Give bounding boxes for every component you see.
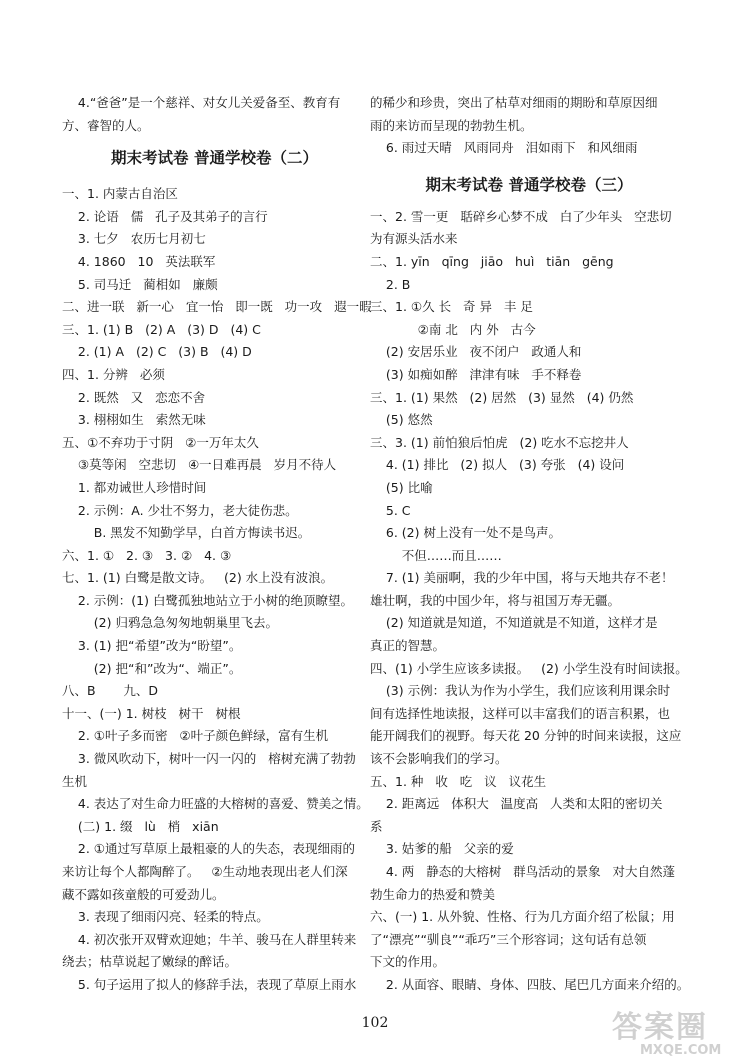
answer-line: 雄壮啊，我的中国少年，将与祖国万寿无疆。 <box>370 592 621 608</box>
page-number: 102 <box>361 1015 389 1031</box>
answer-line: 2. B <box>370 276 411 292</box>
answer-line: 三、1. (1) B (2) A (3) D (4) C <box>62 321 261 337</box>
answer-line: (2) 知道就是知道，不知道就是不知道，这样才是 <box>370 615 658 631</box>
answer-line: 二、进一联 新一心 宜一怡 即一既 功一攻 遐一暇 <box>62 299 372 315</box>
answer-line: 八、B 九、D <box>62 683 159 699</box>
answer-line: (3) 如痴如醉 津津有味 手不释卷 <box>370 366 582 382</box>
answer-line: 五、①不弃功于寸阴 ②一万年太久 <box>62 434 259 450</box>
answer-line: 来访让每个人都陶醉了。 ②生动地表现出老人们深 <box>62 864 348 879</box>
answer-line: 6. 雨过天晴 风雨同舟 泪如雨下 和风细雨 <box>370 140 638 156</box>
answer-line: (二) 1. 缀 lù 梢 xiān <box>62 818 219 834</box>
section-title: 期末考试卷 普通学校卷（三） <box>425 174 633 194</box>
answer-line: 2. 距离远 体积大 温度高 人类和太阳的密切关 <box>370 796 663 812</box>
answer-line: 四、(1) 小学生应该多读报。 (2) 小学生没有时间读报。 <box>370 660 688 676</box>
answer-line: 为有源头活水来 <box>370 231 458 247</box>
answer-line: 一、2. 雪一更 聒碎乡心梦不成 白了少年头 空悲切 <box>370 208 672 224</box>
answer-line: 勃生命力的热爱和赞美 <box>370 886 496 902</box>
watermark-text-bottom: MXQE.COM <box>640 1043 722 1058</box>
answer-line: 四、1. 分辨 必须 <box>62 366 165 382</box>
answer-line: 4. 初次张开双臂欢迎她；牛羊、骏马在人群里转来 <box>62 931 357 947</box>
answer-line: 藏不露如孩童般的可爱劲儿。 <box>62 886 225 902</box>
answer-line: 3. 七夕 农历七月初七 <box>62 231 206 247</box>
answer-line: 3. (1) 把“希望”改为“盼望”。 <box>62 638 242 654</box>
answer-line: 十一、(一) 1. 树枝 树干 树根 <box>62 705 241 721</box>
answer-line: 系 <box>370 818 383 834</box>
answer-line: 4. (1) 排比 (2) 拟人 (3) 夸张 (4) 设问 <box>370 457 625 473</box>
answer-line: 不但……而且…… <box>370 547 502 563</box>
answer-line: 真正的智慧。 <box>370 638 446 654</box>
answer-line: 5. C <box>370 502 411 518</box>
answer-line: 5. 句子运用了拟人的修辞手法，表现了草原上雨水 <box>62 976 357 992</box>
answer-line: 5. 司马迁 蔺相如 廉颇 <box>62 276 218 292</box>
answer-line: 7. (1) 美丽啊，我的少年中国，将与天地共存不老！ <box>370 570 674 586</box>
answer-line: 2. ①通过写草原上最粗豪的人的失态，表现细雨的 <box>62 841 356 857</box>
answer-line: 4. 两 静态的大榕树 群鸟活动的景象 对大自然蓬 <box>370 864 676 879</box>
watermark-text-top: 答案圈 <box>612 1010 708 1045</box>
answer-line: ③莫等闲 空悲切 ④一日难再晨 岁月不待人 <box>62 457 337 473</box>
answer-line: 该不会影响我们的学习。 <box>370 751 508 767</box>
answer-line: 6. (2) 树上没有一处不是鸟声。 <box>370 525 561 541</box>
answer-line: 的稀少和珍贵，突出了枯草对细雨的期盼和草原因细 <box>370 95 658 110</box>
answer-line: 3. 姑爹的船 父亲的爱 <box>370 841 514 857</box>
answer-line: (2) 归鸦急急匆匆地朝巢里飞去。 <box>62 615 278 631</box>
answer-line: 2. 从面容、眼睛、身体、四肢、尾巴几方面来介绍的。 <box>370 976 690 992</box>
answer-line: (2) 把“和”改为“、端正”。 <box>62 660 242 676</box>
answer-line: 六、1. ① 2. ③ 3. ② 4. ③ <box>62 547 232 563</box>
answer-line: 间有选择性地读报，这样可以丰富我们的语言积累，也 <box>370 705 671 721</box>
answer-line: ②南 北 内 外 古今 <box>370 321 536 337</box>
answer-line: (3) 示例：我认为作为小学生，我们应该利用课余时 <box>370 683 671 699</box>
answer-line: 3. 微风吹动下，树叶一闪一闪的 榕树充满了勃勃 <box>62 751 356 767</box>
answer-line: 生机 <box>62 773 88 789</box>
answer-line: 2. 论语 儒 孔子及其弟子的言行 <box>62 208 268 224</box>
left-column <box>62 92 372 997</box>
answer-line: 能开阔我们的视野。每天花 20 分钟的时间来读报，这应 <box>370 728 682 744</box>
answer-line: B. 黑发不知勤学早，白首方悔读书迟。 <box>62 525 311 541</box>
answer-line: 七、1. (1) 白鹭是散文诗。 (2) 水上没有波浪。 <box>62 570 334 586</box>
answer-line: 方、睿智的人。 <box>62 117 150 133</box>
answer-line: 二、1. yīn qīng jiāo huì tiān gēng <box>370 253 614 269</box>
answer-line: (5) 比喻 <box>370 479 433 495</box>
answer-line: 了“漂亮”“驯良”“乖巧”三个形容词；这句话有总领 <box>370 931 647 947</box>
answer-line: 三、1. ①久 长 奇 异 丰 足 <box>370 299 533 315</box>
answer-line: 2. 示例：A. 少壮不努力，老大徒伤悲。 <box>62 502 298 518</box>
answer-line: 六、(一) 1. 从外貌、性格、行为几方面介绍了松鼠；用 <box>370 909 675 925</box>
answer-line: 2. 既然 又 恋恋不舍 <box>62 389 206 405</box>
right-column <box>370 92 688 997</box>
answer-line: 绕去；枯草说起了嫩绿的醉话。 <box>62 954 238 970</box>
answer-line: 2. (1) A (2) C (3) B (4) D <box>62 344 252 360</box>
answer-line: 2. ①叶子多而密 ②叶子颜色鲜绿，富有生机 <box>62 728 329 744</box>
answer-line: 3. 表现了细雨闪亮、轻柔的特点。 <box>62 909 269 925</box>
answer-line: 五、1. 种 收 吃 议 议花生 <box>370 773 547 789</box>
answer-line: 雨的来访而呈现的勃勃生机。 <box>370 117 533 133</box>
section-title: 期末考试卷 普通学校卷（二） <box>111 148 318 168</box>
answer-line: 4.“爸爸”是一个慈祥、对女儿关爱备至、教育有 <box>62 95 341 110</box>
answer-line: 三、3. (1) 前怕狼后怕虎 (2) 吃水不忘挖井人 <box>370 434 629 450</box>
answer-line: 4. 1860 10 英法联军 <box>62 253 216 269</box>
answer-line: 3. 栩栩如生 索然无味 <box>62 412 206 428</box>
answer-line: 一、1. 内蒙古自治区 <box>62 186 178 202</box>
answer-line: 4. 表达了对生命力旺盛的大榕树的喜爱、赞美之情。 <box>62 796 369 812</box>
answer-line: 1. 都劝诫世人珍惜时间 <box>62 479 207 495</box>
answer-line: (2) 安居乐业 夜不闭户 政通人和 <box>370 344 582 360</box>
answer-line: 三、1. (1) 果然 (2) 居然 (3) 显然 (4) 仍然 <box>370 389 634 405</box>
answer-line: 2. 示例：(1) 白鹭孤独地站立于小树的绝顶瞭望。 <box>62 592 353 608</box>
answer-line: (5) 悠然 <box>370 412 433 428</box>
answer-line: 下文的作用。 <box>370 954 446 970</box>
watermark-logo <box>612 1012 742 1058</box>
